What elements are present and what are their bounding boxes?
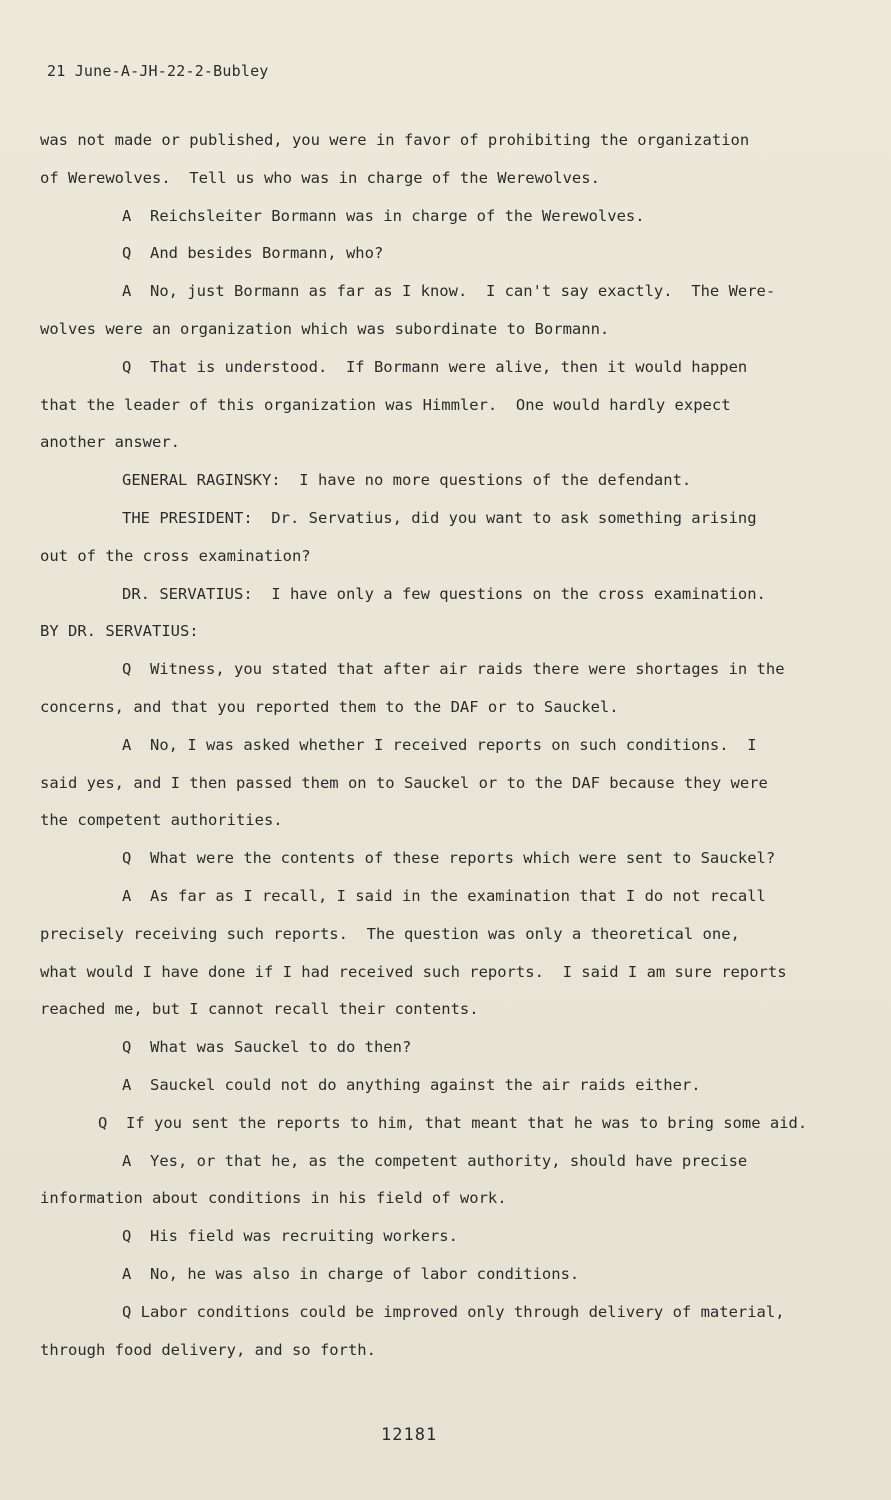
transcript-line: GENERAL RAGINSKY: I have no more questions of the defendant.	[122, 471, 692, 490]
transcript-line: concerns, and that you reported them to the DAF or to Sauckel.	[40, 697, 619, 716]
transcript-line: Q That is understood. If Bormann were alive, then it would happen	[122, 357, 748, 376]
transcript-line: Q His field was recruiting workers.	[122, 1227, 458, 1246]
transcript-line: was not made or published, you were in favor of prohibiting the organization	[40, 131, 750, 149]
transcript-line: Q What were the contents of these reports which were sent to Sauckel?	[122, 849, 776, 868]
transcript-line: Q Labor conditions could be improved only through delivery of material,	[122, 1302, 785, 1321]
transcript-line: A No, he was also in charge of labor conditions.	[122, 1264, 580, 1283]
page-number: 12181	[381, 1425, 438, 1445]
page-header-reference: 21 June-A-JH-22-2-Bubley	[47, 62, 269, 80]
transcript-line: wolves were an organization which was subordinate to Bormann.	[40, 319, 610, 338]
transcript-line: Q If you sent the reports to him, that meant that he was to bring some aid.	[98, 1113, 808, 1132]
transcript-line: A Yes, or that he, as the competent authority, should have precise	[122, 1151, 748, 1170]
transcript-line: THE PRESIDENT: Dr. Servatius, did you want to ask something arising	[122, 508, 757, 527]
transcript-line: A Reichsleiter Bormann was in charge of the Werewolves.	[122, 206, 645, 225]
transcript-body	[40, 122, 840, 1369]
transcript-line: out of the cross examination?	[40, 546, 311, 565]
transcript-line: that the leader of this organization was Himmler. One would hardly expect	[40, 395, 731, 414]
transcript-line: Q And besides Bormann, who?	[122, 244, 384, 263]
transcript-line: said yes, and I then passed them on to Sauckel or to the DAF because they were	[40, 773, 768, 792]
transcript-line: A No, just Bormann as far as I know. I can't say exactly. The Were-	[122, 282, 776, 301]
transcript-line: the competent authorities.	[40, 811, 283, 830]
transcript-line: A No, I was asked whether I received reports on such conditions. I	[122, 735, 757, 754]
transcript-line: another answer.	[40, 433, 180, 452]
transcript-line: Q Witness, you stated that after air raids there were shortages in the	[122, 660, 785, 679]
transcript-line: what would I have done if I had received such reports. I said I am sure reports	[40, 962, 787, 981]
transcript-line: of Werewolves. Tell us who was in charge of the Werewolves.	[40, 168, 600, 187]
transcript-line: A Sauckel could not do anything against the air raids either.	[122, 1075, 701, 1094]
transcript-line: precisely receiving such reports. The question was only a theoretical one,	[40, 924, 740, 943]
transcript-line: information about conditions in his field of work.	[40, 1189, 507, 1208]
transcript-line: BY DR. SERVATIUS:	[40, 622, 199, 641]
transcript-line: A As far as I recall, I said in the examination that I do not recall	[122, 886, 766, 905]
transcript-line: DR. SERVATIUS: I have only a few questions on the cross examination.	[122, 584, 766, 603]
transcript-line: reached me, but I cannot recall their contents.	[40, 1000, 479, 1019]
transcript-line: Q What was Sauckel to do then?	[122, 1038, 412, 1057]
transcript-line: through food delivery, and so forth.	[40, 1340, 376, 1359]
